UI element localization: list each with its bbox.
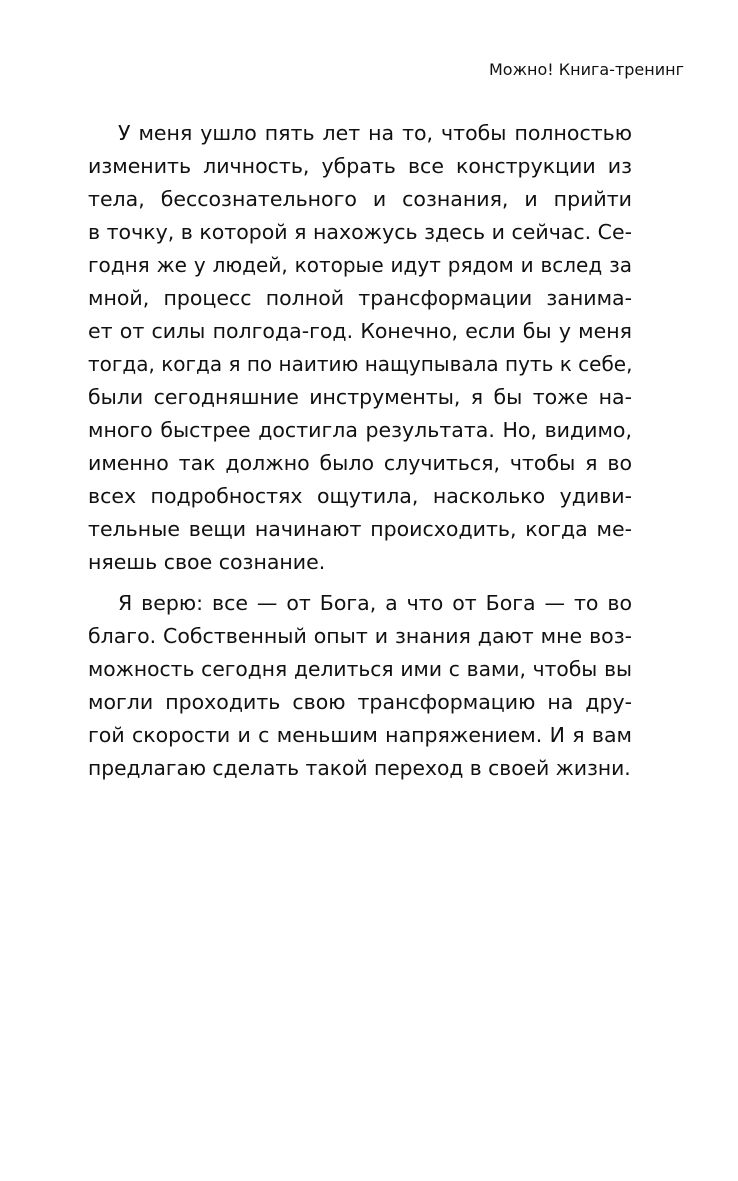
text-line: гой скорости и с меньшим напряжением. И я вам: [88, 723, 632, 747]
text-line: тела, бессознательного и сознания, и прийти: [88, 187, 632, 211]
paragraph: [88, 117, 632, 579]
text-line: были сегодняшние инструменты, я бы тоже на-: [88, 385, 632, 409]
text-line: благо. Собственный опыт и знания дают мне воз-: [88, 624, 632, 648]
text-line: предлагаю сделать такой переход в своей жизни.: [88, 756, 631, 780]
text-line: в точку, в которой я нахожусь здесь и сейчас. Се-: [88, 220, 633, 244]
text-line: много быстрее достигла результата. Но, видимо,: [88, 418, 632, 442]
paragraph: [88, 587, 632, 785]
paragraph-spacer: [88, 579, 632, 587]
text-line: ет от силы полгода-год. Конечно, если бы у меня: [88, 319, 632, 343]
text-line: тогда, когда я по наитию нащупывала путь к себе,: [88, 352, 633, 376]
running-header-title: Можно! Книга-тренинг: [488, 60, 684, 79]
text-line: мной, процесс полной трансформации занима-: [88, 286, 632, 310]
text-line: У меня ушло пять лет на то, чтобы полностью: [118, 121, 632, 145]
text-line: изменить личность, убрать все конструкции из: [88, 154, 632, 178]
text-line: могли проходить свою трансформацию на дру-: [88, 690, 632, 714]
text-line: Я верю: все — от Бога, а что от Бога — то во: [118, 591, 632, 615]
text-line: можность сегодня делиться ими с вами, чтобы вы: [88, 657, 632, 681]
text-line: тельные вещи начинают происходить, когда ме-: [88, 517, 632, 541]
text-line: именно так должно было случиться, чтобы я во: [88, 451, 632, 475]
text-line: всех подробностях ощутила, насколько удиви-: [88, 484, 632, 508]
main-text: [88, 117, 632, 785]
text-line: годня же у людей, которые идут рядом и вслед за: [88, 253, 632, 277]
text-line: няешь свое сознание.: [88, 550, 326, 574]
